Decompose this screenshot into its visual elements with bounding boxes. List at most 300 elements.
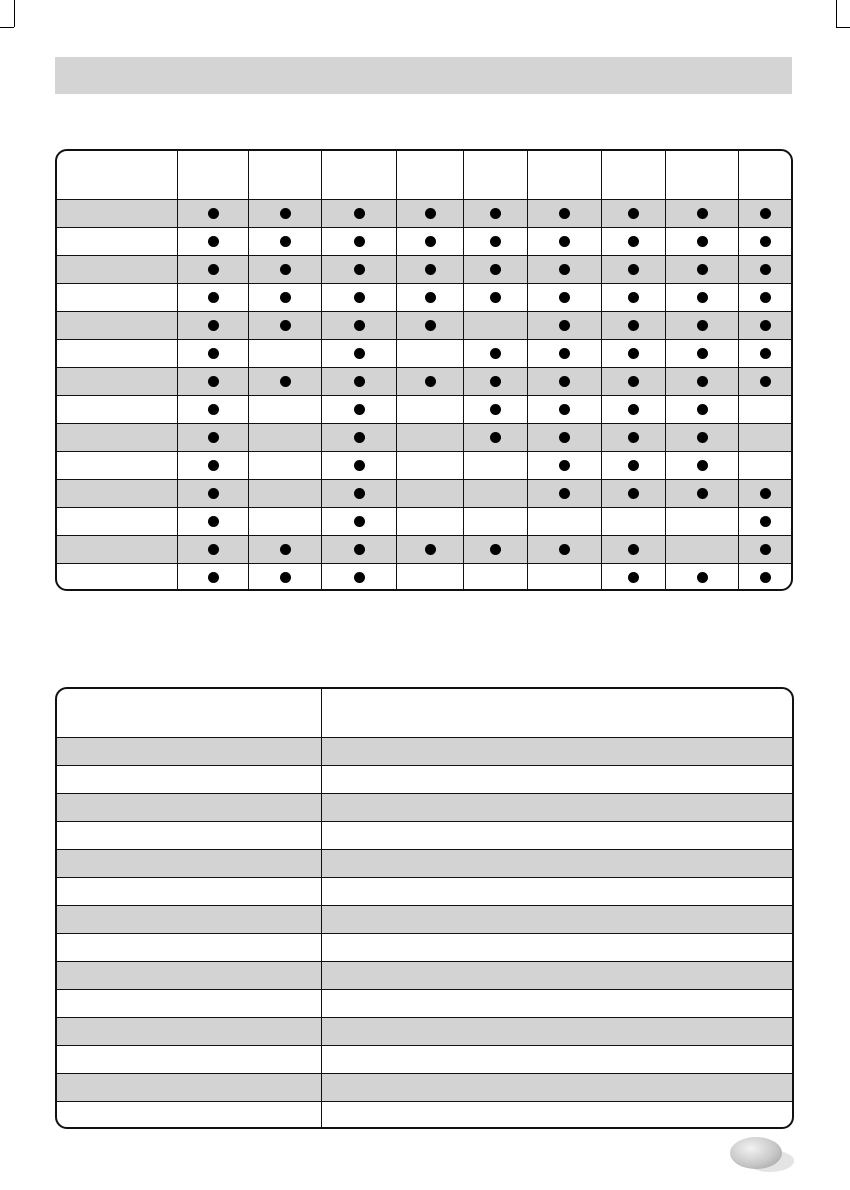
bullet-dot-icon — [208, 292, 219, 303]
mark-cell — [177, 424, 248, 451]
mark-cell — [527, 508, 601, 535]
bullet-dot-icon — [559, 348, 570, 359]
mark-cell — [527, 396, 601, 423]
bullet-dot-icon — [208, 376, 219, 387]
bullet-dot-icon — [628, 460, 639, 471]
mark-cell — [321, 424, 396, 451]
table-row — [57, 283, 791, 311]
mark-cell — [396, 256, 463, 283]
mark-cell — [527, 368, 601, 395]
mark-cell — [177, 340, 248, 367]
crop-mark-top-left-v — [14, 0, 15, 27]
bullet-dot-icon — [760, 348, 771, 359]
mark-cell — [248, 564, 321, 591]
row-label — [57, 878, 321, 905]
row-label — [57, 200, 177, 227]
mark-cell — [248, 452, 321, 479]
table-row — [57, 1073, 792, 1101]
description-table — [55, 687, 794, 1129]
bullet-dot-icon — [628, 236, 639, 247]
bullet-dot-icon — [559, 376, 570, 387]
bullet-dot-icon — [354, 376, 365, 387]
mark-cell — [601, 480, 665, 507]
bullet-dot-icon — [354, 516, 365, 527]
bullet-dot-icon — [628, 376, 639, 387]
mark-cell — [177, 564, 248, 591]
table-row — [57, 423, 791, 451]
bullet-dot-icon — [354, 404, 365, 415]
row-label — [57, 794, 321, 821]
mark-cell — [665, 480, 738, 507]
bullet-dot-icon — [354, 544, 365, 555]
mark-cell — [601, 284, 665, 311]
mark-cell — [463, 312, 527, 339]
mark-cell — [463, 396, 527, 423]
bullet-dot-icon — [425, 236, 436, 247]
bullet-dot-icon — [628, 404, 639, 415]
mark-cell — [665, 200, 738, 227]
row-label — [57, 480, 177, 507]
mark-cell — [177, 508, 248, 535]
table-row — [57, 563, 791, 591]
row-description — [321, 1018, 792, 1045]
bullet-dot-icon — [628, 292, 639, 303]
table-row — [57, 933, 792, 961]
mark-cell — [601, 312, 665, 339]
row-label — [57, 1018, 321, 1045]
bullet-dot-icon — [490, 292, 501, 303]
crop-mark-top-left — [0, 27, 14, 28]
row-description — [321, 850, 792, 877]
row-label — [57, 256, 177, 283]
mark-cell — [177, 368, 248, 395]
mark-cell — [665, 396, 738, 423]
bullet-dot-icon — [760, 320, 771, 331]
header-cell — [57, 689, 321, 737]
mark-cell — [177, 312, 248, 339]
mark-cell — [396, 200, 463, 227]
bullet-dot-icon — [354, 572, 365, 583]
mark-cell — [321, 284, 396, 311]
bullet-dot-icon — [760, 544, 771, 555]
bullet-dot-icon — [559, 208, 570, 219]
mark-cell — [527, 480, 601, 507]
mark-cell — [463, 340, 527, 367]
mark-cell — [321, 312, 396, 339]
bullet-dot-icon — [559, 488, 570, 499]
bullet-dot-icon — [697, 488, 708, 499]
bullet-dot-icon — [559, 236, 570, 247]
mark-cell — [527, 564, 601, 591]
mark-cell — [601, 228, 665, 255]
table-row — [57, 199, 791, 227]
mark-cell — [527, 424, 601, 451]
mark-cell — [463, 200, 527, 227]
bullet-dot-icon — [354, 488, 365, 499]
bullet-dot-icon — [760, 292, 771, 303]
bullet-dot-icon — [208, 404, 219, 415]
mark-cell — [248, 508, 321, 535]
table-row — [57, 737, 792, 765]
mark-cell — [738, 508, 791, 535]
row-label — [57, 850, 321, 877]
row-description — [321, 794, 792, 821]
bullet-dot-icon — [425, 320, 436, 331]
row-label — [57, 508, 177, 535]
table-row — [57, 1045, 792, 1073]
row-description — [321, 822, 792, 849]
header-cell — [738, 151, 791, 199]
header-cell — [463, 151, 527, 199]
bullet-dot-icon — [280, 320, 291, 331]
mark-cell — [396, 228, 463, 255]
mark-cell — [738, 284, 791, 311]
mark-cell — [248, 480, 321, 507]
row-label — [57, 396, 177, 423]
mark-cell — [396, 508, 463, 535]
mark-cell — [396, 340, 463, 367]
mark-cell — [321, 368, 396, 395]
crop-mark-top-right-v — [836, 0, 837, 27]
table-header-row — [57, 151, 791, 199]
bullet-dot-icon — [208, 264, 219, 275]
page-number-badge — [730, 1137, 782, 1169]
mark-cell — [601, 508, 665, 535]
bullet-dot-icon — [208, 572, 219, 583]
row-label — [57, 766, 321, 793]
bullet-dot-icon — [628, 320, 639, 331]
mark-cell — [177, 480, 248, 507]
mark-cell — [601, 536, 665, 563]
table-header-row — [57, 689, 792, 737]
bullet-dot-icon — [697, 460, 708, 471]
bullet-dot-icon — [490, 348, 501, 359]
mark-cell — [601, 340, 665, 367]
mark-cell — [177, 452, 248, 479]
row-label — [57, 1102, 321, 1129]
bullet-dot-icon — [490, 264, 501, 275]
mark-cell — [738, 312, 791, 339]
bullet-dot-icon — [208, 488, 219, 499]
mark-cell — [177, 228, 248, 255]
mark-cell — [321, 480, 396, 507]
row-description — [321, 1102, 792, 1129]
table-row — [57, 877, 792, 905]
bullet-dot-icon — [697, 292, 708, 303]
mark-cell — [248, 284, 321, 311]
table-row — [57, 961, 792, 989]
bullet-dot-icon — [490, 404, 501, 415]
bullet-dot-icon — [628, 208, 639, 219]
bullet-dot-icon — [760, 376, 771, 387]
mark-cell — [601, 368, 665, 395]
header-cell — [601, 151, 665, 199]
bullet-dot-icon — [354, 292, 365, 303]
mark-cell — [665, 508, 738, 535]
bullet-dot-icon — [354, 348, 365, 359]
bullet-dot-icon — [760, 236, 771, 247]
bullet-dot-icon — [559, 292, 570, 303]
table-row — [57, 765, 792, 793]
mark-cell — [177, 284, 248, 311]
bullet-dot-icon — [280, 208, 291, 219]
mark-cell — [463, 228, 527, 255]
mark-cell — [527, 340, 601, 367]
bullet-dot-icon — [559, 404, 570, 415]
mark-cell — [177, 256, 248, 283]
row-description — [321, 738, 792, 765]
mark-cell — [463, 536, 527, 563]
bullet-dot-icon — [760, 488, 771, 499]
row-label — [57, 228, 177, 255]
mark-cell — [665, 256, 738, 283]
mark-cell — [665, 536, 738, 563]
bullet-dot-icon — [628, 544, 639, 555]
header-cell — [57, 151, 177, 199]
header-cell — [248, 151, 321, 199]
header-cell — [396, 151, 463, 199]
mark-cell — [248, 340, 321, 367]
bullet-dot-icon — [354, 236, 365, 247]
bullet-dot-icon — [697, 572, 708, 583]
bullet-dot-icon — [208, 460, 219, 471]
row-label — [57, 906, 321, 933]
row-description — [321, 766, 792, 793]
header-cell — [177, 151, 248, 199]
mark-cell — [738, 424, 791, 451]
mark-cell — [665, 312, 738, 339]
row-label — [57, 284, 177, 311]
mark-cell — [396, 368, 463, 395]
mark-cell — [321, 396, 396, 423]
bullet-dot-icon — [354, 208, 365, 219]
bullet-dot-icon — [697, 208, 708, 219]
bullet-dot-icon — [354, 460, 365, 471]
mark-cell — [527, 312, 601, 339]
mark-cell — [248, 256, 321, 283]
row-description — [321, 934, 792, 961]
mark-cell — [601, 424, 665, 451]
mark-cell — [321, 564, 396, 591]
bullet-dot-icon — [559, 460, 570, 471]
mark-cell — [738, 368, 791, 395]
bullet-dot-icon — [280, 236, 291, 247]
mark-cell — [463, 256, 527, 283]
table-row — [57, 989, 792, 1017]
mark-cell — [463, 424, 527, 451]
mark-cell — [665, 228, 738, 255]
header-cell — [321, 151, 396, 199]
bullet-dot-icon — [697, 264, 708, 275]
bullet-dot-icon — [490, 208, 501, 219]
section-title-bar — [55, 57, 792, 94]
mark-cell — [321, 452, 396, 479]
mark-cell — [396, 396, 463, 423]
bullet-dot-icon — [354, 264, 365, 275]
mark-cell — [321, 228, 396, 255]
bullet-dot-icon — [280, 376, 291, 387]
table-row — [57, 255, 791, 283]
mark-cell — [463, 452, 527, 479]
bullet-dot-icon — [559, 320, 570, 331]
mark-cell — [248, 536, 321, 563]
compatibility-table — [55, 149, 793, 591]
bullet-dot-icon — [628, 348, 639, 359]
row-label — [57, 738, 321, 765]
table-row — [57, 1101, 792, 1129]
table-row — [57, 507, 791, 535]
row-label — [57, 990, 321, 1017]
bullet-dot-icon — [697, 236, 708, 247]
bullet-dot-icon — [425, 208, 436, 219]
mark-cell — [177, 200, 248, 227]
row-label — [57, 368, 177, 395]
mark-cell — [738, 396, 791, 423]
row-label — [57, 312, 177, 339]
row-description — [321, 1046, 792, 1073]
bullet-dot-icon — [490, 236, 501, 247]
mark-cell — [527, 536, 601, 563]
row-description — [321, 990, 792, 1017]
table-row — [57, 1017, 792, 1045]
mark-cell — [738, 200, 791, 227]
mark-cell — [463, 480, 527, 507]
bullet-dot-icon — [280, 544, 291, 555]
row-label — [57, 822, 321, 849]
mark-cell — [248, 396, 321, 423]
bullet-dot-icon — [760, 264, 771, 275]
mark-cell — [601, 452, 665, 479]
bullet-dot-icon — [628, 264, 639, 275]
bullet-dot-icon — [559, 544, 570, 555]
table-row — [57, 479, 791, 507]
bullet-dot-icon — [559, 264, 570, 275]
row-label — [57, 424, 177, 451]
mark-cell — [601, 564, 665, 591]
row-label — [57, 564, 177, 591]
bullet-dot-icon — [760, 516, 771, 527]
mark-cell — [396, 452, 463, 479]
table-row — [57, 367, 791, 395]
bullet-dot-icon — [208, 320, 219, 331]
mark-cell — [665, 424, 738, 451]
row-description — [321, 906, 792, 933]
bullet-dot-icon — [628, 572, 639, 583]
mark-cell — [463, 284, 527, 311]
mark-cell — [463, 368, 527, 395]
bullet-dot-icon — [208, 516, 219, 527]
bullet-dot-icon — [354, 320, 365, 331]
row-description — [321, 878, 792, 905]
table-row — [57, 395, 791, 423]
bullet-dot-icon — [559, 432, 570, 443]
bullet-dot-icon — [628, 432, 639, 443]
bullet-dot-icon — [280, 572, 291, 583]
row-label — [57, 1074, 321, 1101]
mark-cell — [527, 200, 601, 227]
mark-cell — [463, 508, 527, 535]
mark-cell — [321, 200, 396, 227]
mark-cell — [396, 284, 463, 311]
bullet-dot-icon — [208, 348, 219, 359]
mark-cell — [396, 312, 463, 339]
mark-cell — [738, 564, 791, 591]
bullet-dot-icon — [208, 236, 219, 247]
bullet-dot-icon — [354, 432, 365, 443]
table-row — [57, 535, 791, 563]
table-row — [57, 849, 792, 877]
row-label — [57, 340, 177, 367]
mark-cell — [665, 452, 738, 479]
mark-cell — [738, 256, 791, 283]
mark-cell — [527, 228, 601, 255]
mark-cell — [601, 200, 665, 227]
mark-cell — [738, 340, 791, 367]
row-label — [57, 962, 321, 989]
header-cell — [665, 151, 738, 199]
mark-cell — [396, 480, 463, 507]
mark-cell — [738, 452, 791, 479]
bullet-dot-icon — [280, 264, 291, 275]
table-row — [57, 311, 791, 339]
mark-cell — [601, 256, 665, 283]
row-description — [321, 962, 792, 989]
table-row — [57, 451, 791, 479]
mark-cell — [321, 256, 396, 283]
row-label — [57, 1046, 321, 1073]
table-row — [57, 793, 792, 821]
bullet-dot-icon — [425, 544, 436, 555]
row-label — [57, 934, 321, 961]
mark-cell — [463, 564, 527, 591]
mark-cell — [321, 340, 396, 367]
mark-cell — [665, 284, 738, 311]
mark-cell — [321, 508, 396, 535]
table-row — [57, 227, 791, 255]
mark-cell — [248, 368, 321, 395]
table-row — [57, 339, 791, 367]
mark-cell — [396, 536, 463, 563]
mark-cell — [248, 312, 321, 339]
bullet-dot-icon — [697, 432, 708, 443]
mark-cell — [527, 284, 601, 311]
table-row — [57, 821, 792, 849]
bullet-dot-icon — [425, 292, 436, 303]
bullet-dot-icon — [697, 376, 708, 387]
bullet-dot-icon — [208, 432, 219, 443]
bullet-dot-icon — [697, 404, 708, 415]
bullet-dot-icon — [490, 544, 501, 555]
bullet-dot-icon — [697, 320, 708, 331]
mark-cell — [177, 536, 248, 563]
header-cell — [321, 689, 792, 737]
mark-cell — [601, 396, 665, 423]
mark-cell — [527, 452, 601, 479]
mark-cell — [738, 228, 791, 255]
bullet-dot-icon — [760, 572, 771, 583]
crop-mark-top-right — [836, 27, 850, 28]
mark-cell — [396, 564, 463, 591]
bullet-dot-icon — [208, 208, 219, 219]
mark-cell — [527, 256, 601, 283]
mark-cell — [248, 200, 321, 227]
bullet-dot-icon — [425, 264, 436, 275]
mark-cell — [738, 480, 791, 507]
table-row — [57, 905, 792, 933]
bullet-dot-icon — [628, 488, 639, 499]
mark-cell — [177, 396, 248, 423]
mark-cell — [738, 536, 791, 563]
